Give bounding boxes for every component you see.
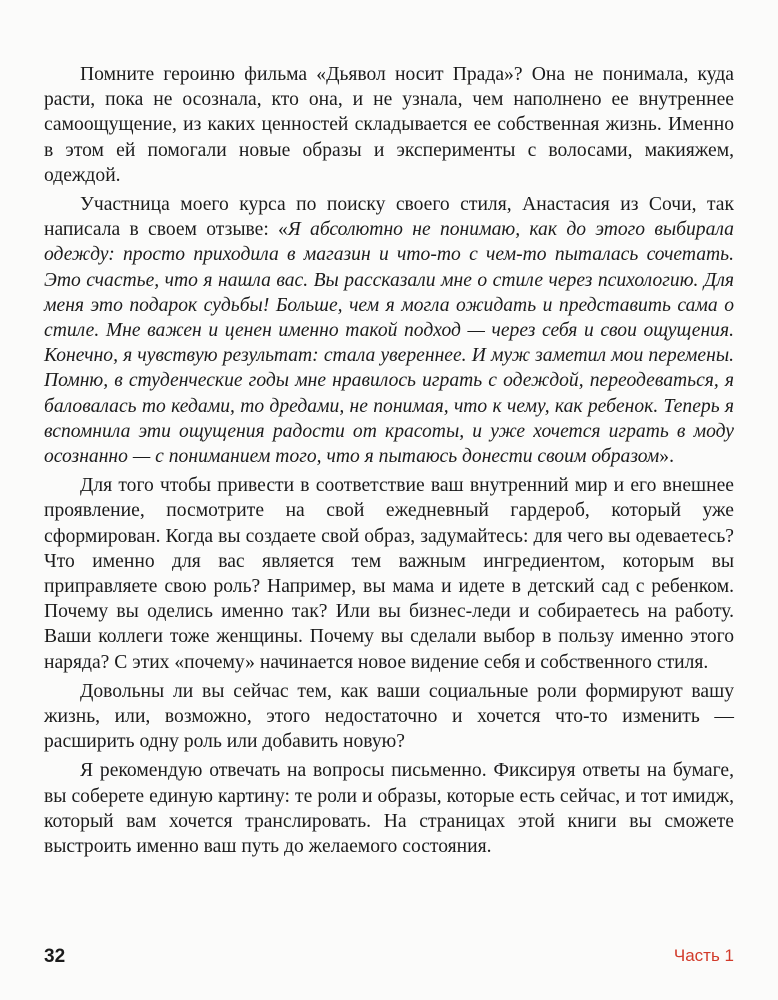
- paragraph-2-quote-italic: Я абсолютно не понимаю, как до этого выбирала одежду: просто приходила в магазин и что-то с чем-то пыталась сочетать. Это счастье, что я нашла вас. Вы рассказали мне о стиле через психологию. Для меня это подарок судьбы! Больше, чем я могла ожидать и представить сама о стиле. Мне важен и ценен именно такой подход — через себя и свои ощущения. Конечно, я чувствую результат: стала увереннее. И муж заметил мои перемены. Помню, в студенческие годы мне нравилось играть с одеждой, переодеваться, я баловалась то кедами, то дредами, не понимая, что к чему, как ребенок. Теперь я вспомнила эти ощущения радости от красоты, и уже хочется играть в моду осознанно — с пониманием того, что я пытаюсь донести своим образом: [44, 219, 734, 468]
- paragraph-2-intro: Участница моего курса по поиску своего стиля, Анастасия из Сочи, так написала в своем отзыве: «: [44, 194, 734, 241]
- paragraph-5-text: Я рекомендую отвечать на вопросы письменно. Фиксируя ответы на бумаге, вы соберете единую картину: те роли и образы, которые есть сейчас, и тот имидж, который вам хочется транслировать. На страницах этой книги вы сможете выстроить именно ваш путь до желаемого состояния.: [44, 760, 734, 858]
- page-footer: [44, 946, 734, 972]
- paragraph-1-text: Помните героиню фильма «Дьявол носит Прада»? Она не понимала, куда расти, пока не осознала, кто она, и не узнала, чем наполнено ее внутреннее самоощущение, из каких ценностей складывается ее собственная жизнь. Именно в этом ей помогали новые образы и эксперименты с волосами, макияжем, одеждой.: [44, 64, 734, 186]
- paragraph-5: [44, 758, 734, 859]
- paragraph-4-text: Довольны ли вы сейчас тем, как ваши социальные роли формируют вашу жизнь, или, возможно, этого недостаточно и хочется что-то изменить — расширить одну роль или добавить новую?: [44, 680, 734, 753]
- paragraph-4: [44, 679, 734, 755]
- paragraph-3: [44, 473, 734, 675]
- paragraph-1: [44, 62, 734, 188]
- paragraph-3-text: Для того чтобы привести в соответствие ваш внутренний мир и его внешнее проявление, посмотрите на свой ежедневный гардероб, который уже сформирован. Когда вы создаете свой образ, задумайтесь: для чего вы одеваетесь? Что именно для вас является тем важным ингредиентом, которым вы приправляете свою роль? Например, вы мама и идете в детский сад с ребенком. Почему вы оделись именно так? Или вы бизнес-леди и собираетесь на работу. Ваши коллеги тоже женщины. Почему вы сделали выбор в пользу именно этого наряда? С этих «почему» начинается новое видение себя и собственного стиля.: [44, 475, 734, 673]
- paragraph-2-quote: [44, 192, 734, 469]
- body-text: [44, 62, 734, 863]
- section-label: Часть 1: [673, 946, 734, 965]
- paragraph-2-closing: ».: [659, 446, 674, 468]
- page-number: 32: [44, 946, 66, 967]
